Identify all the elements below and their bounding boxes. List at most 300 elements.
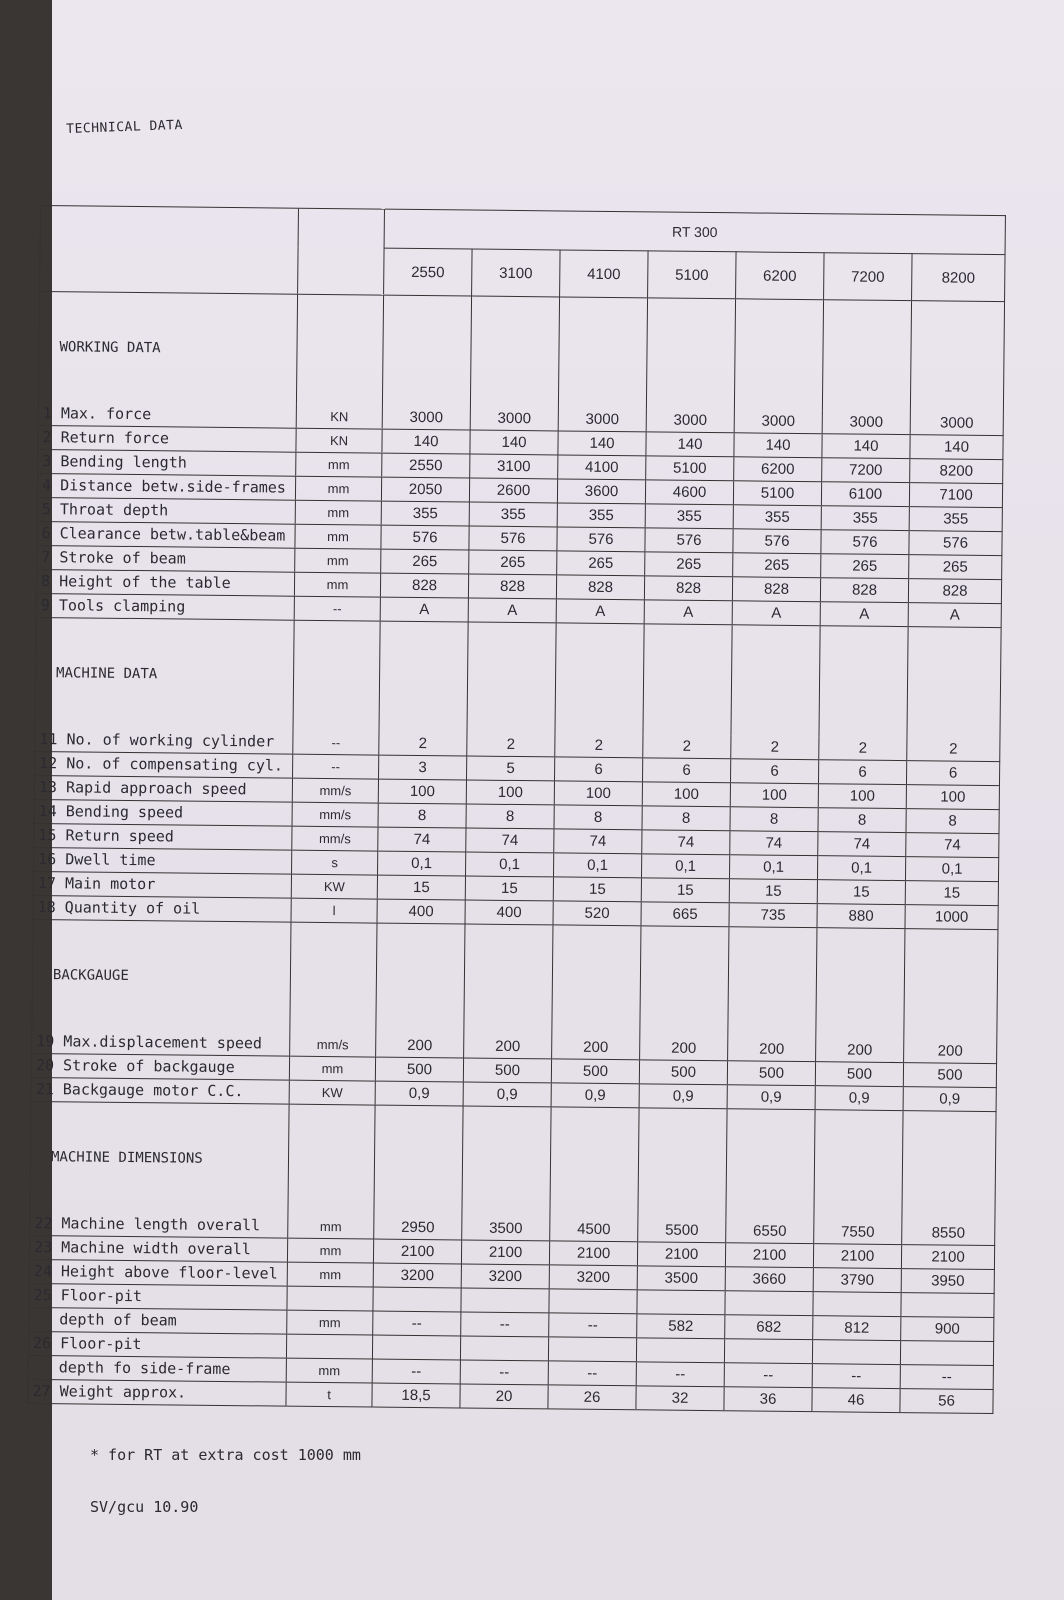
- row-value: 828: [732, 577, 820, 602]
- row-value: 400: [465, 900, 553, 925]
- row-label-text: 16 Dwell time: [38, 850, 156, 870]
- row-value: 2100: [725, 1243, 813, 1268]
- row-value: 265: [557, 551, 645, 576]
- row-label: [37, 497, 295, 524]
- row-unit: mm/s: [290, 1033, 376, 1057]
- row-value: 200: [728, 1037, 816, 1061]
- row-value: 3000: [646, 408, 734, 432]
- row-value: 2100: [373, 1239, 461, 1264]
- row-value: 100: [378, 779, 466, 804]
- row-value: A: [820, 602, 908, 627]
- row-value: 828: [556, 575, 644, 600]
- section-blank-unit: [293, 620, 380, 731]
- row-value: 576: [381, 525, 469, 550]
- row-value: 265: [821, 554, 909, 579]
- row-label: [38, 425, 296, 452]
- row-value: 140: [822, 434, 910, 459]
- row-label: [33, 871, 291, 898]
- row-value: 74: [378, 827, 466, 852]
- row-label-text: 11 No. of working cylinder: [39, 730, 275, 751]
- row-value: 3500: [637, 1266, 725, 1291]
- row-value: 140: [734, 433, 822, 458]
- row-value: 3000: [910, 411, 1003, 435]
- row-value: 1000: [905, 905, 998, 930]
- row-unit: [286, 1334, 372, 1359]
- row-value: 8200: [910, 459, 1003, 484]
- row-label-text: 18 Quantity of oil: [37, 898, 201, 918]
- row-value: 265: [733, 553, 821, 578]
- row-value: 500: [903, 1063, 996, 1088]
- row-value: 8: [378, 803, 466, 828]
- row-unit: mm: [286, 1358, 372, 1383]
- row-label: [35, 728, 293, 754]
- section-blank-value: [376, 923, 465, 1034]
- signature-line: SV/gcu 10.90: [90, 1498, 199, 1516]
- row-value: 355: [557, 503, 645, 528]
- row-value: 576: [557, 527, 645, 552]
- section-header-row: [30, 1101, 996, 1222]
- row-value: 6100: [821, 482, 909, 507]
- row-value: 200: [816, 1038, 904, 1062]
- section-blank-value: [640, 926, 729, 1037]
- row-value: 6: [818, 760, 906, 785]
- section-blank-value: [816, 928, 905, 1039]
- section-blank-value: [726, 1109, 815, 1220]
- row-value: 265: [381, 549, 469, 574]
- row-label-text: 1 Max. force: [42, 404, 152, 424]
- row-value: 74: [466, 828, 554, 853]
- section-header-row: [32, 919, 998, 1040]
- row-value: 18,5: [372, 1383, 460, 1408]
- row-label-text: 4 Distance betw.side-frames: [41, 476, 286, 497]
- row-value: --: [900, 1365, 993, 1390]
- row-value: A: [908, 603, 1001, 628]
- row-value: [901, 1293, 994, 1318]
- group-header: RT 300: [384, 209, 1005, 255]
- row-value: 4600: [645, 480, 733, 505]
- row-value: 2100: [461, 1240, 549, 1265]
- row-value: 500: [815, 1062, 903, 1087]
- row-unit: --: [293, 731, 379, 755]
- model-header: 6200: [736, 252, 824, 300]
- row-unit: mm/s: [292, 778, 378, 803]
- row-unit: t: [286, 1382, 372, 1407]
- row-label-text: 12 No. of compensating cyl.: [39, 754, 284, 775]
- row-value: 0,9: [375, 1081, 463, 1106]
- row-value: 355: [381, 501, 469, 526]
- row-value: 828: [820, 578, 908, 603]
- row-unit: mm: [295, 548, 381, 573]
- row-value: 2100: [637, 1242, 725, 1267]
- row-label-text: 5 Throat depth: [41, 500, 169, 520]
- row-value: 576: [733, 529, 821, 554]
- row-value: 74: [554, 829, 642, 854]
- row-value: [637, 1290, 725, 1315]
- row-value: --: [460, 1360, 548, 1385]
- section-blank-value: [638, 1108, 727, 1219]
- row-value: 2: [819, 736, 907, 760]
- row-value: 3000: [382, 406, 470, 430]
- row-value: 0,1: [553, 853, 641, 878]
- row-value: 2100: [901, 1245, 994, 1270]
- row-value: 3200: [373, 1263, 461, 1288]
- row-value: 36: [724, 1387, 812, 1412]
- row-label-text: depth fo side-frame: [58, 1358, 231, 1379]
- row-unit: KW: [291, 874, 377, 899]
- row-label-text: 20 Stroke of backgauge: [35, 1056, 235, 1077]
- row-value: A: [468, 598, 556, 623]
- model-header: 3100: [472, 249, 560, 297]
- row-value: 0,1: [378, 851, 466, 876]
- row-value: [724, 1339, 812, 1364]
- model-header: 8200: [912, 254, 1006, 302]
- row-value: 500: [463, 1058, 551, 1083]
- row-value: 15: [729, 879, 817, 904]
- row-value: 46: [812, 1388, 900, 1413]
- row-value: 2050: [381, 477, 469, 502]
- section-blank-value: [558, 297, 647, 408]
- row-value: 8: [906, 809, 999, 834]
- row-value: 355: [469, 502, 557, 527]
- row-value: 500: [375, 1057, 463, 1082]
- row-value: 3950: [901, 1269, 994, 1294]
- row-label: [34, 799, 292, 826]
- row-value: 400: [377, 899, 465, 924]
- row-value: [372, 1335, 460, 1360]
- row-value: 576: [821, 530, 909, 555]
- section-blank-unit: [296, 294, 383, 405]
- section-blank-value: [467, 622, 556, 733]
- row-label-text: 19 Max.displacement speed: [36, 1032, 263, 1053]
- row-value: --: [461, 1312, 549, 1337]
- row-value: 4100: [558, 455, 646, 480]
- row-label: [37, 473, 295, 500]
- spec-table: [27, 205, 1006, 1414]
- model-header: 7200: [824, 253, 912, 301]
- row-label-text: 3 Bending length: [42, 452, 187, 472]
- row-value: 8: [554, 805, 642, 830]
- row-value: 2100: [813, 1244, 901, 1269]
- row-value: 3790: [813, 1268, 901, 1293]
- row-value: 100: [730, 783, 818, 808]
- row-value: 200: [552, 1035, 640, 1059]
- row-label: [31, 1053, 289, 1080]
- row-label-text: 7 Stroke of beam: [41, 548, 186, 568]
- section-title: MACHINE DATA: [35, 617, 294, 730]
- row-value: --: [636, 1362, 724, 1387]
- document-heading: TECHNICAL DATA: [66, 117, 184, 137]
- row-value: [373, 1287, 461, 1312]
- row-value: 0,1: [465, 852, 553, 877]
- row-value: [548, 1337, 636, 1362]
- section-blank-value: [904, 929, 998, 1040]
- row-label: [38, 402, 296, 428]
- row-value: 2: [555, 733, 643, 757]
- row-value: 8550: [902, 1221, 995, 1245]
- row-value: --: [549, 1313, 637, 1338]
- row-value: 3200: [461, 1264, 549, 1289]
- row-unit: s: [292, 850, 378, 875]
- row-unit: mm: [295, 524, 381, 549]
- row-value: [813, 1292, 901, 1317]
- row-value: 500: [727, 1061, 815, 1086]
- row-value: 7100: [909, 483, 1002, 508]
- row-value: 74: [906, 833, 999, 858]
- row-label-text: 2 Return force: [42, 428, 170, 448]
- row-label: [30, 1212, 288, 1238]
- row-unit: mm: [287, 1262, 373, 1287]
- row-label: [35, 751, 293, 778]
- row-value: 682: [725, 1315, 813, 1340]
- row-value: 2: [731, 735, 819, 759]
- row-label: [38, 449, 296, 476]
- section-blank-value: [550, 1107, 639, 1218]
- row-value: 100: [554, 781, 642, 806]
- row-label-text: 23 Machine width overall: [33, 1237, 251, 1259]
- model-header: 4100: [560, 250, 648, 298]
- row-value: 56: [900, 1389, 993, 1414]
- section-blank-unit: [290, 922, 377, 1033]
- row-value: 100: [642, 782, 730, 807]
- row-label: [29, 1307, 287, 1334]
- row-value: 2: [907, 737, 1000, 761]
- row-value: [900, 1341, 993, 1366]
- row-label: [29, 1283, 287, 1310]
- row-label: [37, 545, 295, 572]
- row-value: 0,9: [903, 1087, 996, 1112]
- row-value: 3200: [549, 1265, 637, 1290]
- row-value: 0,9: [639, 1084, 727, 1109]
- section-blank-value: [728, 927, 817, 1038]
- section-title: WORKING DATA: [38, 292, 297, 405]
- row-label: [33, 895, 291, 922]
- row-value: 3600: [557, 479, 645, 504]
- row-value: 0,1: [905, 857, 998, 882]
- row-unit: mm: [295, 500, 381, 525]
- row-value: 355: [645, 504, 733, 529]
- section-blank-value: [555, 623, 644, 734]
- row-value: 5100: [646, 456, 734, 481]
- row-value: 355: [821, 506, 909, 531]
- row-value: 0,9: [463, 1082, 551, 1107]
- section-blank-value: [814, 1110, 903, 1221]
- row-value: 8: [818, 808, 906, 833]
- row-value: --: [724, 1363, 812, 1388]
- row-unit: KW: [289, 1080, 375, 1105]
- row-value: 100: [906, 785, 999, 810]
- row-value: 0,1: [641, 854, 729, 879]
- row-unit: mm: [295, 476, 381, 501]
- row-label: [36, 569, 294, 596]
- row-value: 0,1: [817, 856, 905, 881]
- row-value: [461, 1288, 549, 1313]
- row-label: [37, 521, 295, 548]
- row-unit: KN: [296, 405, 382, 429]
- row-label-text: 6 Clearance betw.table&beam: [41, 524, 286, 545]
- section-blank-value: [907, 627, 1001, 738]
- row-value: 8: [730, 807, 818, 832]
- row-value: --: [812, 1364, 900, 1389]
- row-value: 2600: [469, 478, 557, 503]
- row-value: 828: [380, 573, 468, 598]
- model-header: 5100: [648, 251, 736, 299]
- row-value: 576: [645, 528, 733, 553]
- row-value: 0,9: [815, 1086, 903, 1111]
- row-unit: KN: [296, 428, 382, 453]
- row-value: 200: [376, 1034, 464, 1058]
- row-value: [725, 1291, 813, 1316]
- section-blank-value: [552, 925, 641, 1036]
- row-value: 265: [645, 552, 733, 577]
- row-label: [34, 823, 292, 850]
- row-label: [29, 1259, 287, 1286]
- section-blank-value: [646, 298, 735, 409]
- row-value: --: [372, 1359, 460, 1384]
- row-value: 7550: [814, 1220, 902, 1244]
- row-value: 15: [377, 875, 465, 900]
- row-value: [549, 1289, 637, 1314]
- row-value: 3000: [470, 407, 558, 431]
- row-value: 3000: [734, 409, 822, 433]
- row-unit: --: [293, 754, 379, 779]
- row-unit: [287, 1286, 373, 1311]
- row-value: 0,9: [727, 1085, 815, 1110]
- row-value: [460, 1336, 548, 1361]
- row-value: 15: [641, 878, 729, 903]
- row-value: 140: [646, 432, 734, 457]
- row-label: [36, 593, 294, 620]
- row-label-text: 13 Rapid approach speed: [38, 778, 247, 799]
- row-value: 74: [642, 830, 730, 855]
- row-value: 7200: [822, 458, 910, 483]
- row-value: 3000: [558, 407, 646, 431]
- row-unit: mm/s: [292, 826, 378, 851]
- row-value: 3: [379, 755, 467, 780]
- row-value: 100: [818, 784, 906, 809]
- section-blank-value: [822, 300, 911, 411]
- row-value: 15: [465, 876, 553, 901]
- row-value: --: [373, 1311, 461, 1336]
- row-value: 2: [643, 734, 731, 758]
- row-label: [34, 847, 292, 874]
- row-label: [28, 1331, 286, 1358]
- row-value: 4500: [550, 1217, 638, 1241]
- row-value: 3000: [822, 410, 910, 434]
- row-value: 74: [730, 831, 818, 856]
- row-value: 74: [818, 832, 906, 857]
- section-blank-value: [910, 301, 1004, 412]
- row-value: 576: [469, 526, 557, 551]
- row-label: [31, 1077, 289, 1104]
- section-blank-value: [902, 1111, 996, 1222]
- row-value: 140: [382, 429, 470, 454]
- row-value: 140: [470, 430, 558, 455]
- row-value: 140: [558, 431, 646, 456]
- row-label: [28, 1355, 286, 1382]
- row-value: 900: [901, 1317, 994, 1342]
- section-blank-value: [464, 924, 553, 1035]
- row-value: [812, 1340, 900, 1365]
- model-blank-label: [40, 245, 298, 295]
- model-header: 2550: [384, 248, 472, 296]
- row-label-text: 9 Tools clamping: [40, 596, 186, 616]
- row-value: 6: [906, 761, 999, 786]
- row-value: 5: [467, 756, 555, 781]
- row-label-text: 15 Return speed: [38, 826, 174, 846]
- row-value: 582: [637, 1314, 725, 1339]
- row-label-text: 17 Main motor: [37, 874, 156, 894]
- row-label-text: 25 Floor-pit: [33, 1285, 143, 1306]
- row-value: 0,9: [551, 1083, 639, 1108]
- row-label: [32, 1030, 290, 1056]
- row-label: [34, 775, 292, 802]
- header-blank-unit: [298, 208, 384, 248]
- row-unit: l: [291, 898, 377, 923]
- row-label-text: 14 Bending speed: [38, 802, 184, 822]
- row-value: 6: [730, 759, 818, 784]
- section-blank-value: [379, 621, 468, 732]
- row-value: 880: [817, 904, 905, 929]
- row-value: 2950: [374, 1216, 462, 1240]
- row-value: 812: [813, 1316, 901, 1341]
- row-label: [28, 1379, 286, 1406]
- row-value: 6: [554, 757, 642, 782]
- row-value: 3500: [462, 1216, 550, 1240]
- row-unit: mm/s: [292, 802, 378, 827]
- section-blank-value: [470, 296, 559, 407]
- row-value: 3660: [725, 1267, 813, 1292]
- row-value: 200: [904, 1039, 997, 1063]
- row-value: 5100: [733, 481, 821, 506]
- row-value: 520: [553, 901, 641, 926]
- row-value: 20: [460, 1384, 548, 1409]
- row-value: --: [548, 1361, 636, 1386]
- technical-data-sheet: [27, 205, 1005, 1414]
- row-unit: mm: [294, 572, 380, 597]
- row-value: 0,1: [729, 855, 817, 880]
- section-blank-value: [734, 299, 823, 410]
- row-value: 3100: [470, 454, 558, 479]
- row-unit: mm: [287, 1310, 373, 1335]
- section-header-row: [38, 292, 1004, 413]
- row-value: 200: [640, 1036, 728, 1060]
- model-blank-unit: [298, 247, 384, 295]
- row-value: 8: [466, 804, 554, 829]
- row-value: 735: [729, 903, 817, 928]
- section-title: BACKGAUGE: [32, 919, 291, 1032]
- row-label-text: 27 Weight approx.: [32, 1381, 187, 1402]
- row-label: [29, 1235, 287, 1262]
- row-value: 265: [909, 555, 1002, 580]
- row-label-text: 8 Height of the table: [40, 572, 231, 593]
- row-value: 2100: [549, 1241, 637, 1266]
- row-value: 828: [468, 574, 556, 599]
- header-blank-label: [40, 206, 298, 248]
- row-value: 355: [733, 505, 821, 530]
- row-value: 6200: [734, 457, 822, 482]
- section-header-row: [35, 617, 1001, 738]
- row-label-text: 22 Machine length overall: [34, 1213, 261, 1235]
- section-blank-value: [643, 624, 732, 735]
- row-value: 32: [636, 1386, 724, 1411]
- row-value: 2: [467, 733, 555, 757]
- row-unit: --: [294, 596, 380, 621]
- row-value: A: [644, 600, 732, 625]
- row-value: 15: [553, 877, 641, 902]
- row-value: 828: [644, 576, 732, 601]
- row-label-text: 26 Floor-pit: [32, 1333, 142, 1354]
- row-unit: mm: [287, 1238, 373, 1263]
